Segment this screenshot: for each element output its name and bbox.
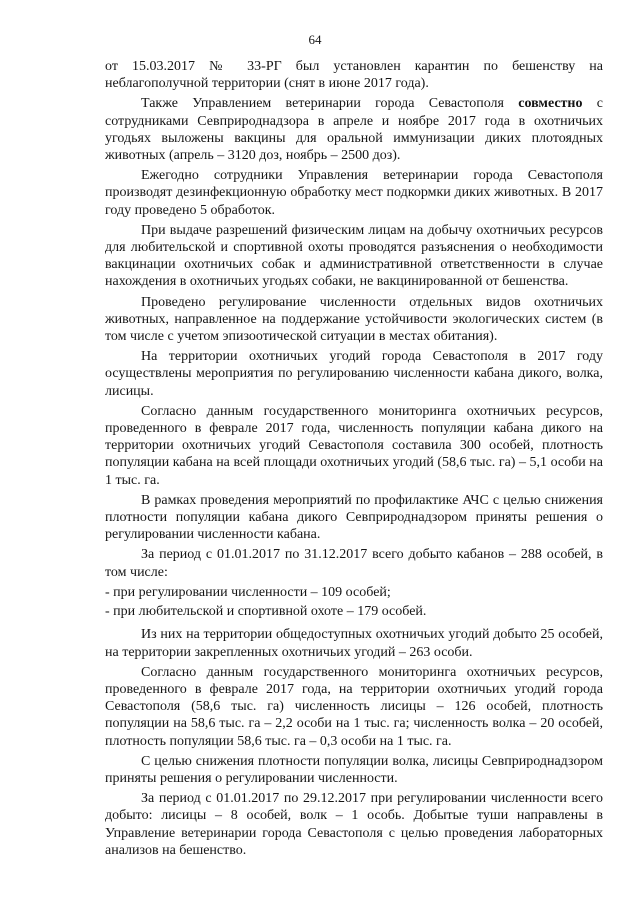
paragraph-vaccines bbox=[105, 95, 603, 164]
paragraph-final-period: За период с 01.01.2017 по 29.12.2017 при регулировании численности всего добыто: лисицы – 8 особей, волк – 1 особь. Добытые туши направлены в Управление ветеринарии города Севастополя с целью проведения лабораторных анализов на бешенство. bbox=[105, 791, 603, 858]
list-item: - при регулировании численности – 109 особей; bbox=[105, 584, 391, 600]
paragraph-regulation: Проведено регулирование численности отдельных видов охотничьих животных, направленное на поддержание устойчивости экологических систем (в том числе с учетом эпизоотической ситуации в местах обитания). bbox=[105, 294, 603, 345]
paragraph-vaccines-rest: с сотрудниками Севприроднадзора в апреле и ноябре 2017 года в охотничьих угодьях выложены вакцины для оральной иммунизации диких плотоядных животных (апрель – 3120 доз, ноябрь – 2500 доз). bbox=[105, 96, 603, 164]
paragraph-boar-period: За период с 01.01.2017 по 31.12.2017 всего добыто кабанов – 288 особей, в том числе: bbox=[105, 547, 603, 580]
paragraph-wolf-fox-decision: С целью снижения плотности популяции волка, лисицы Севприроднадзором приняты решения о регулировании численности. bbox=[105, 753, 603, 786]
paragraph-permits: При выдаче разрешений физическим лицам на добычу охотничьих ресурсов для любительской и спортивной охоты проводятся разъяснения о необходимости вакцинации охотничьих собак и административной ответственности в случае нахождения в охотничьих угодьях собаки, не вакцинированной от бешенства. bbox=[105, 222, 603, 290]
paragraph-asf: В рамках проведения мероприятий по профилактике АЧС с целью снижения плотности популяции кабана дикого Севприроднадзором приняты решения о регулировании численности кабана. bbox=[105, 492, 603, 543]
paragraph-quarantine: от 15.03.2017 № 33-РГ был установлен карантин по бешенству на неблагополучной территории (снят в июне 2017 года). bbox=[105, 59, 603, 92]
paragraph-territory: На территории охотничьих угодий города Севастополя в 2017 году осуществлены мероприятия по регулированию численности кабана дикого, волка, лисицы. bbox=[105, 349, 603, 399]
paragraph-monitoring-fox-wolf: Согласно данным государственного мониторинга охотничьих ресурсов, проведенного в феврале 2017 года, на территории охотничьих угодий города Севастополя (58,6 тыс. га) численность лисицы – 126 особей, плотность популяции на 58,6 тыс. га – 2,2 особи на 1 тыс. га; численность волка – 20 особей, плотность популяции 58,6 тыс. га – 0,3 особи на 1 тыс. га. bbox=[105, 664, 603, 749]
page-number: 64 bbox=[308, 32, 322, 47]
paragraph-vaccines-bold: совместно bbox=[518, 96, 583, 112]
paragraph-of-them: Из них на территории общедоступных охотничьих угодий добыто 25 особей, на территории закрепленных охотничьих угодий – 263 особи. bbox=[105, 627, 603, 660]
paragraph-monitoring-boar: Согласно данным государственного мониторинга охотничьих ресурсов, проведенного в феврале 2017 года, численность популяции кабана дикого на территории охотничьих угодий Севастополя составила 300 особей, плотность популяции кабана на всей площади охотничьих угодий (58,6 тыс. га) – 5,1 особи на 1 тыс. га. bbox=[105, 403, 603, 488]
document-body bbox=[105, 58, 603, 862]
list-item: - при любительской и спортивной охоте – 179 особей. bbox=[105, 604, 427, 620]
paragraph-vaccines-lead: Также Управлением ветеринарии города Севастополя bbox=[141, 96, 504, 112]
paragraph-disinfection: Ежегодно сотрудники Управления ветеринарии города Севастополя производят дезинфекционную обработку мест подкормки диких животных. В 2017 году проведено 5 обработок. bbox=[105, 168, 603, 218]
